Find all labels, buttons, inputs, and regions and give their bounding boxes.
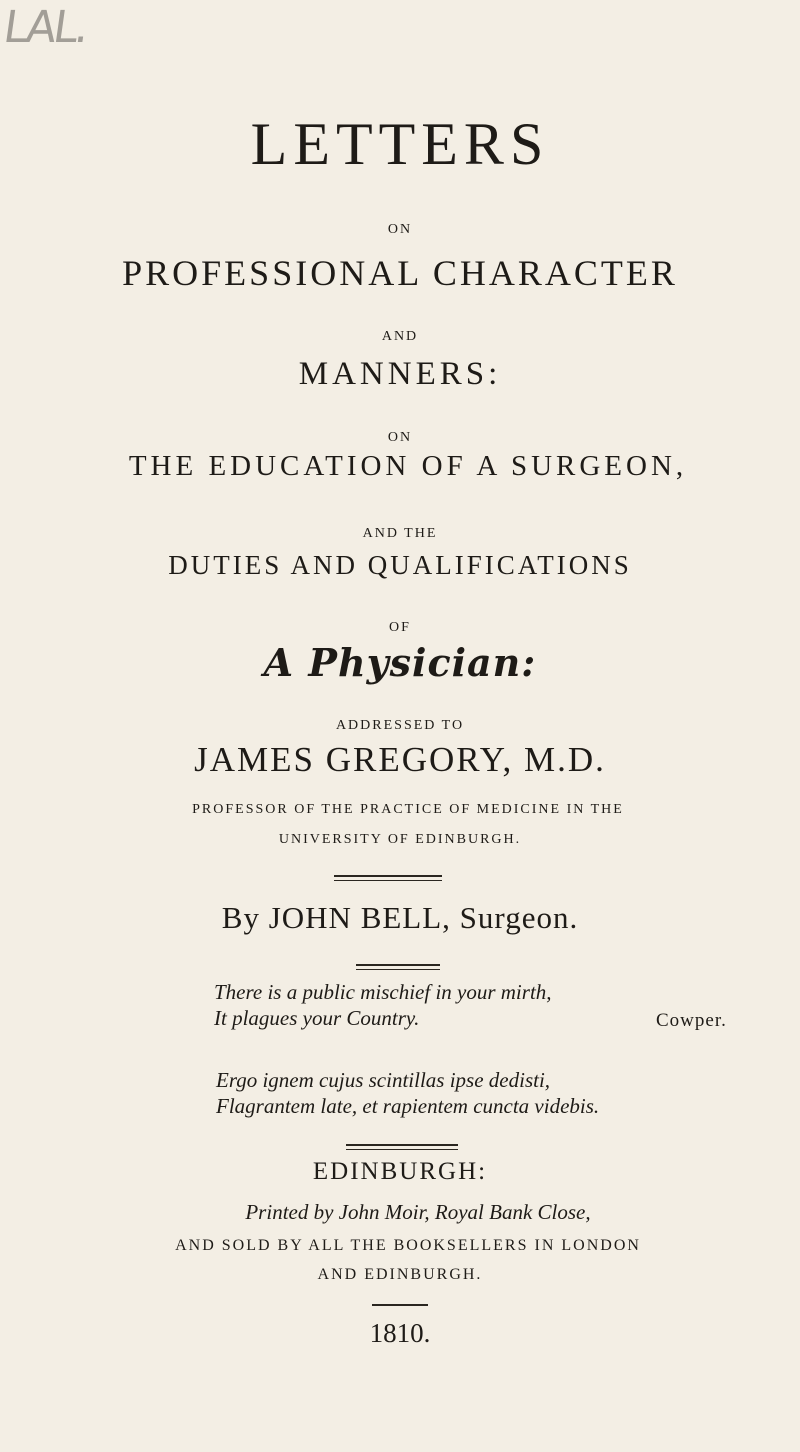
epigraph-1-line-1: There is a public mischief in your mirth,: [214, 980, 552, 1004]
divider-rule-1b: [334, 880, 442, 881]
divider-rule-4: [372, 1304, 428, 1306]
addressee-name: JAMES GREGORY, M.D.: [194, 740, 606, 779]
epigraph-2-line-1: Ergo ignem cujus scintillas ipse dedisti,: [216, 1068, 551, 1092]
author-line: By JOHN BELL, Surgeon.: [221, 900, 579, 935]
epigraph-1-line-2: It plagues your Country.: [214, 1006, 420, 1030]
subtitle-professional-character: PROFESSIONAL CHARACTER: [122, 253, 678, 293]
imprint-printer: Printed by John Moir, Royal Bank Close,: [245, 1200, 591, 1224]
addressee-title-line-1: PROFESSOR OF THE PRACTICE OF MEDICINE IN THE: [192, 802, 624, 817]
divider-rule-2: [356, 964, 440, 966]
imprint-sold-by: AND SOLD BY ALL THE BOOKSELLERS IN LONDON: [175, 1237, 641, 1254]
handwritten-shelfmark: LAL.: [0, 2, 90, 53]
connector-and-the: AND THE: [362, 526, 438, 541]
divider-rule-3b: [346, 1149, 458, 1150]
divider-rule-2b: [356, 969, 440, 970]
connector-on-2: ON: [387, 430, 413, 445]
epigraph-2-line-2: Flagrantem late, et rapientem cuncta videbis.: [216, 1094, 600, 1118]
main-title: LETTERS: [250, 111, 550, 177]
addressed-to: ADDRESSED TO: [335, 718, 465, 733]
epigraph-1-attribution: Cowper.: [656, 1010, 727, 1031]
publication-year: 1810.: [369, 1318, 431, 1348]
subtitle-duties: DUTIES AND QUALIFICATIONS: [168, 550, 632, 580]
subtitle-education: THE EDUCATION OF A SURGEON,: [128, 450, 688, 482]
connector-and: AND: [381, 329, 419, 344]
connector-of: OF: [389, 620, 411, 635]
imprint-city: EDINBURGH:: [312, 1158, 488, 1185]
connector-on-1: ON: [387, 222, 413, 237]
addressee-title-line-2: UNIVERSITY OF EDINBURGH.: [278, 832, 522, 847]
imprint-and-edinburgh: AND EDINBURGH.: [317, 1266, 483, 1283]
subtitle-physician-blackletter: A Physician:: [263, 640, 537, 685]
divider-rule-1: [334, 875, 442, 877]
subtitle-manners: MANNERS:: [298, 356, 502, 392]
divider-rule-3: [346, 1144, 458, 1146]
